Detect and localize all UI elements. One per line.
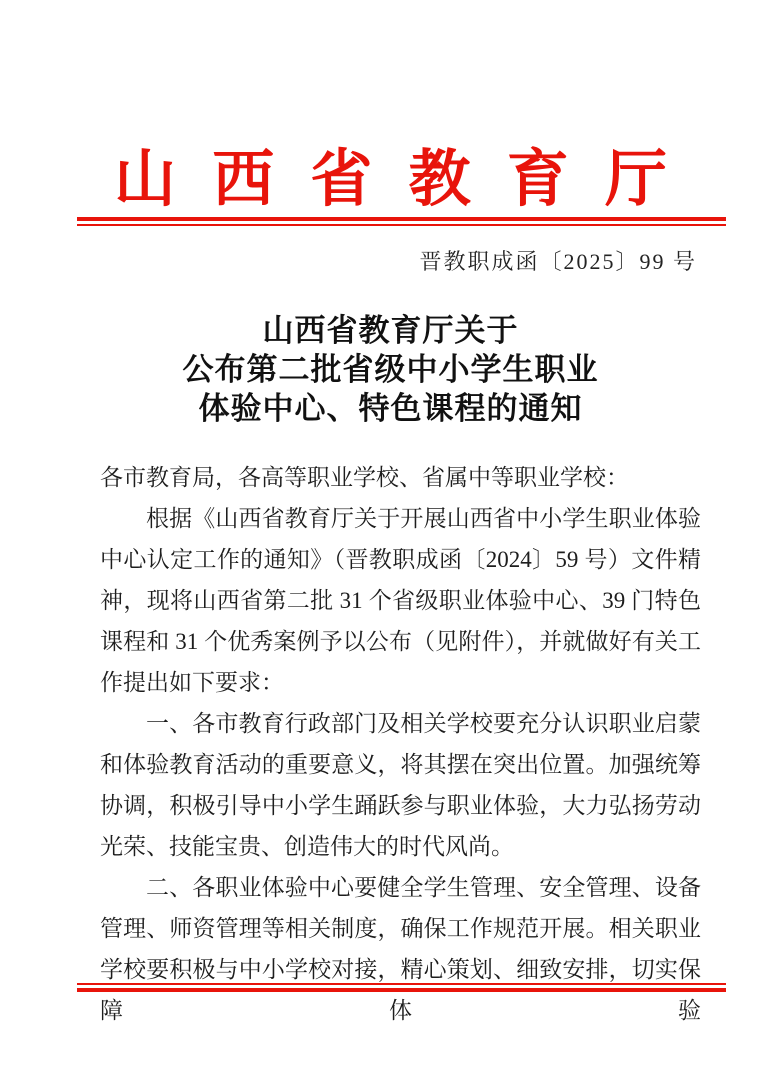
header-double-rule — [77, 217, 726, 226]
agency-char: 厅 — [604, 146, 667, 214]
agency-char: 山 — [114, 146, 177, 214]
document-body — [100, 457, 701, 1031]
rule-thick-line — [77, 988, 726, 992]
body-paragraph-item-1: 一、各市教育行政部门及相关学校要充分认识职业启蒙和体验教育活动的重要意义，将其摆在突出位置。加强统筹协调，积极引导中小学生踊跃参与职业体验，大力弘扬劳动光荣、技能宝贵、创造伟大的时代风尚。 — [100, 711, 701, 859]
agency-char: 省 — [310, 146, 373, 214]
title-line-1: 山西省教育厅关于 — [262, 313, 519, 348]
footer-double-rule — [77, 983, 726, 992]
agency-char: 西 — [212, 146, 275, 214]
salutation-line: 各市教育局，各高等职业学校、省属中等职业学校： — [100, 465, 629, 490]
title-line-3: 体验中心、特色课程的通知 — [198, 391, 583, 426]
body-paragraph-item-2: 二、各职业体验中心要健全学生管理、安全管理、设备管理、师资管理等相关制度，确保工作规范开展。相关职业学校要积极与中小学校对接，精心策划、细致安排，切实保障体验 — [100, 875, 701, 1023]
agency-char: 教 — [408, 146, 471, 214]
agency-char: 育 — [506, 146, 569, 214]
document-title — [0, 311, 781, 428]
title-line-2: 公布第二批省级中小学生职业 — [182, 352, 599, 387]
body-paragraph-intro: 根据《山西省教育厅关于开展山西省中小学生职业体验中心认定工作的通知》（晋教职成函〔2024〕59 号）文件精神，现将山西省第二批 31 个省级职业体验中心、39 门特色课程和 31 个优秀案例予以公布（见附件），并就做好有关工作提出如下要求： — [100, 506, 701, 695]
rule-thin-line — [77, 224, 726, 226]
document-number: 晋教职成函〔2025〕99 号 — [419, 249, 697, 274]
agency-masthead — [114, 146, 667, 214]
